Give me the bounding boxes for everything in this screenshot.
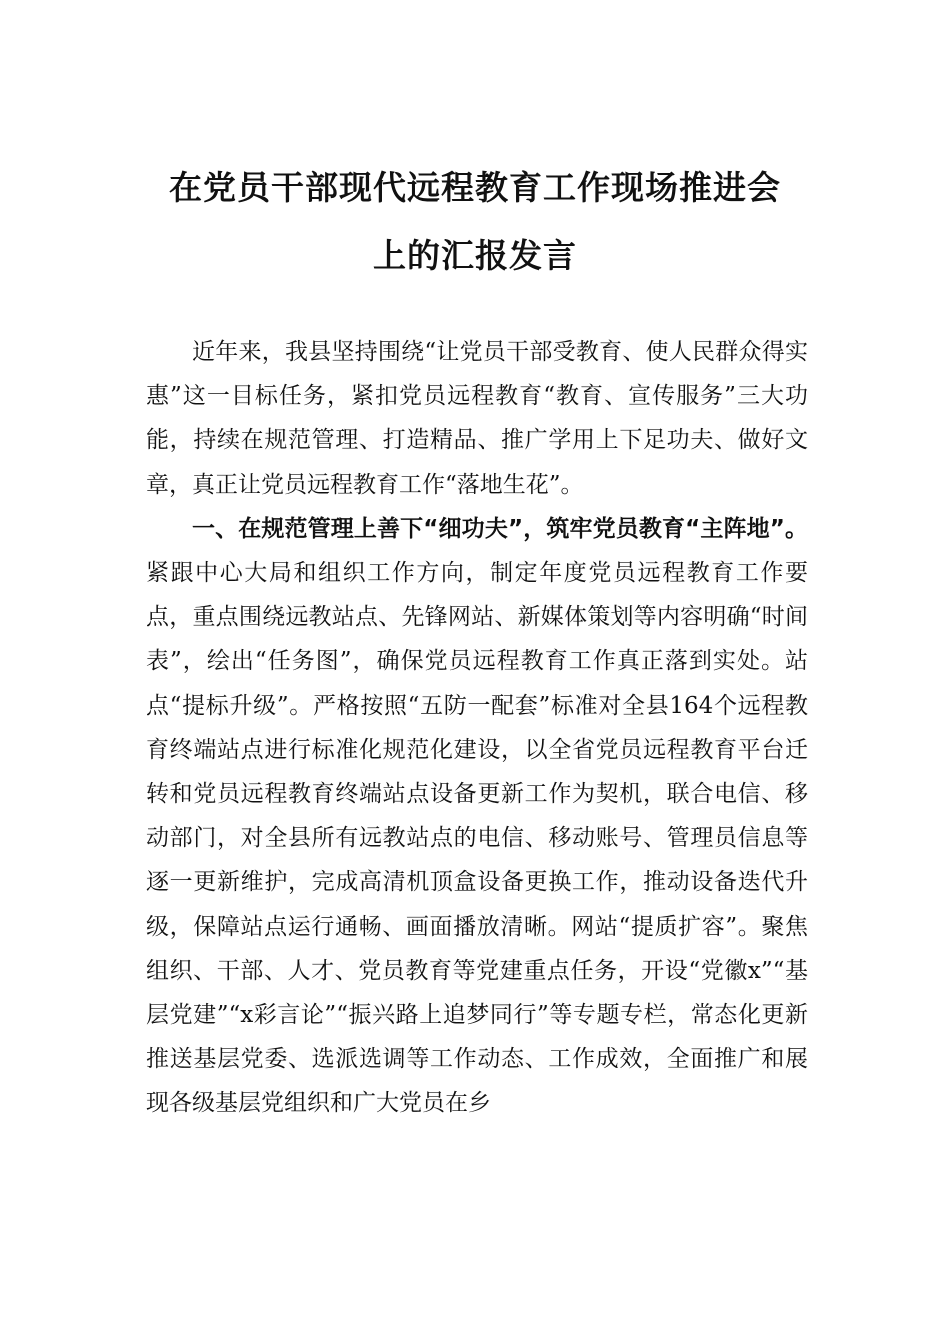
- document-title-line-2: 上的汇报发言: [373, 236, 577, 275]
- document-body: [146, 330, 808, 1126]
- section-1-paragraph: [146, 507, 808, 1126]
- section-1-body: 紧跟中心大局和组织工作方向，制定年度党员远程教育工作要点，重点围绕远教站点、先锋网站、新媒体策划等内容明确“时间表”，绘出“任务图”，确保党员远程教育工作真正落到实处。站点“提标升级”。严格按照“五防一配套”标准对全县164个远程教育终端站点进行标准化规范化建设，以全省党员远程教育平台迁转和党员远程教育终端站点设备更新工作为契机，联合电信、移动部门，对全县所有远教站点的电信、移动账号、管理员信息等逐一更新维护，完成高清机顶盒设备更换工作，推动设备迭代升级，保障站点运行通畅、画面播放清晰。网站“提质扩容”。聚焦组织、干部、人才、党员教育等党建重点任务，开设“党徽x”“基层党建”“x彩言论”“振兴路上追梦同行”等专题专栏，常态化更新推送基层党委、选派选调等工作动态、工作成效，全面推广和展现各级基层党组织和广大党员在乡: [146, 560, 808, 1117]
- document-title-line-1: 在党员干部现代远程教育工作现场推进会: [169, 168, 781, 207]
- section-1-heading: 一、在规范管理上善下“细功夫”，筑牢党员教育“主阵地”。: [192, 515, 808, 542]
- intro-paragraph: 近年来，我县坚持围绕“让党员干部受教育、使人民群众得实惠”这一目标任务，紧扣党员远程教育“教育、宣传服务”三大功能，持续在规范管理、打造精品、推广学用上下足功夫、做好文章，真正让党员远程教育工作“落地生花”。: [146, 339, 808, 498]
